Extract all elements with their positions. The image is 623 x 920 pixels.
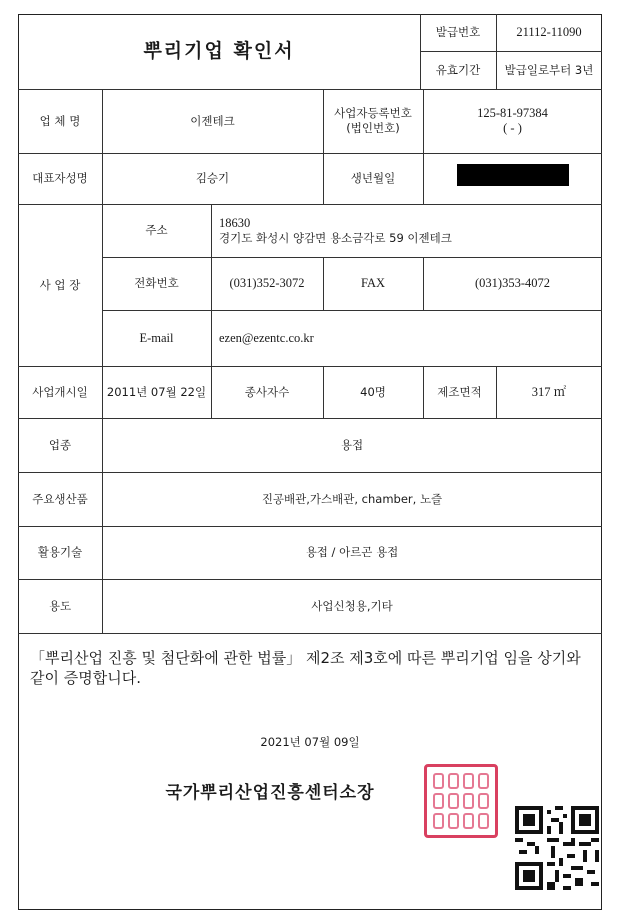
email-label: E-mail [139,330,174,345]
business-registration-number: 125-81-97384 [477,106,548,120]
business-site-label: 사 업 장 [39,277,81,292]
bizno-label [323,89,423,153]
start-date: 2011년 07월 22일 [106,384,207,399]
address: 경기도 화성시 양감면 용소금각로 59 이젠테크 [219,230,452,245]
validity-period: 발급일로부터 3년 [504,62,594,77]
bizno-label-line1: 사업자등록번호 [334,106,412,120]
manufacturing-area: 317 ㎡ [531,384,567,399]
official-seal-icon [424,764,498,838]
phone-label: 전화번호 [134,276,179,290]
document-title: 뿌리기업 확인서 [143,40,295,62]
qr-code-icon [515,806,599,890]
corporate-number: ( - ) [503,121,522,135]
issuer-name: 국가뿌리산업진흥센터소장 [165,782,375,803]
issue-number-label: 발급번호 [435,25,481,39]
employees-count: 40명 [360,384,386,399]
representative-name: 김승기 [195,171,230,185]
employees-label: 종사자수 [244,384,290,399]
certification-statement: 「뿌리산업 진흥 및 첨단화에 관한 법률」 제2조 제3호에 따른 뿌리기업 임을 상기와 같이 증명합니다. [30,649,581,687]
bizno-value [423,89,602,153]
fax-number: (031)353-4072 [475,276,550,290]
address-value [219,204,599,257]
technology-label: 활용기술 [37,545,83,559]
industry-value: 용접 [340,437,364,452]
company-name-label: 업 체 명 [39,113,81,128]
bizno-label-line2: (법인번호) [346,121,400,135]
area-label: 제조면적 [437,384,482,399]
company-name: 이젠테크 [190,113,235,128]
validity-label: 유효기간 [435,62,481,77]
usage-label: 용도 [48,598,72,613]
fax-label: FAX [360,276,386,290]
products-value: 진공배관,가스배관, chamber, 노즐 [261,491,443,506]
start-date-label: 사업개시일 [32,384,88,399]
products-label: 주요생산품 [32,491,88,506]
redacted-birth-date [457,164,569,186]
email-value: ezen@ezentc.co.kr [219,330,314,345]
issue-number: 21112-11090 [516,25,582,39]
phone-number: (031)352-3072 [229,276,305,290]
representative-label: 대표자성명 [32,171,88,185]
usage-value: 사업신청용,기타 [311,598,393,613]
birth-date-label: 생년월일 [350,171,396,185]
technology-value: 용접 / 아르곤 용접 [305,545,399,559]
industry-label: 업종 [48,437,72,452]
postcode: 18630 [219,215,251,230]
issue-date: 2021년 07월 09일 [260,734,360,749]
address-label: 주소 [145,223,168,237]
